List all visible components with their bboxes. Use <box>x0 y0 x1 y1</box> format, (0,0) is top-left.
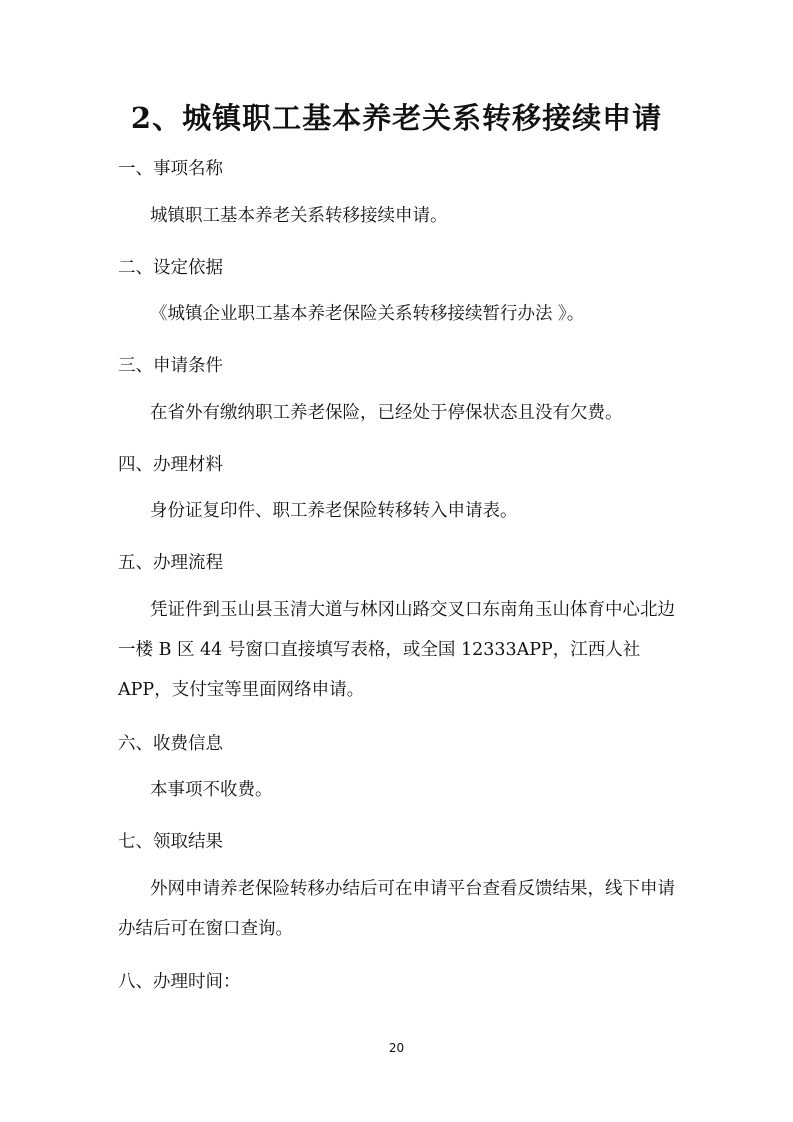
section-heading-results: 七、领取结果 <box>118 832 223 852</box>
section-body-results: 外网申请养老保险转移办结后可在申请平台查看反馈结果，线下申请办结后可在窗口查询。 <box>118 879 675 939</box>
section-heading-materials: 四、办理材料 <box>118 455 223 475</box>
section-heading-item-name: 一、事项名称 <box>118 159 223 179</box>
page-number: 20 <box>388 1041 405 1055</box>
section-heading-fees: 六、收费信息 <box>118 734 223 754</box>
section-heading-hours: 八、办理时间： <box>118 972 241 992</box>
section-heading-process: 五、办理流程 <box>118 553 223 573</box>
section-body-fees: 本事项不收费。 <box>150 780 273 800</box>
section-body-legal-basis: 《城镇企业职工基本养老保险关系转移接续暂行办法 》。 <box>150 304 585 324</box>
section-body-conditions: 在省外有缴纳职工养老保险，已经处于停保状态且没有欠费。 <box>150 403 623 423</box>
section-body-item-name: 城镇职工基本养老关系转移接续申请。 <box>150 206 448 226</box>
document-title: 2、城镇职工基本养老关系转移接续申请 <box>130 101 663 135</box>
section-body-process: 凭证件到玉山县玉清大道与林冈山路交叉口东南角玉山体育中心北边一楼 B 区 44 号窗口直接填写表格，或全国 12333APP，江西人社APP，支付宝等里面网络申请。 <box>118 600 675 700</box>
section-body-materials: 身份证复印件、职工养老保险转移转入申请表。 <box>150 501 518 521</box>
section-heading-legal-basis: 二、设定依据 <box>118 258 223 278</box>
section-heading-conditions: 三、申请条件 <box>118 356 223 376</box>
